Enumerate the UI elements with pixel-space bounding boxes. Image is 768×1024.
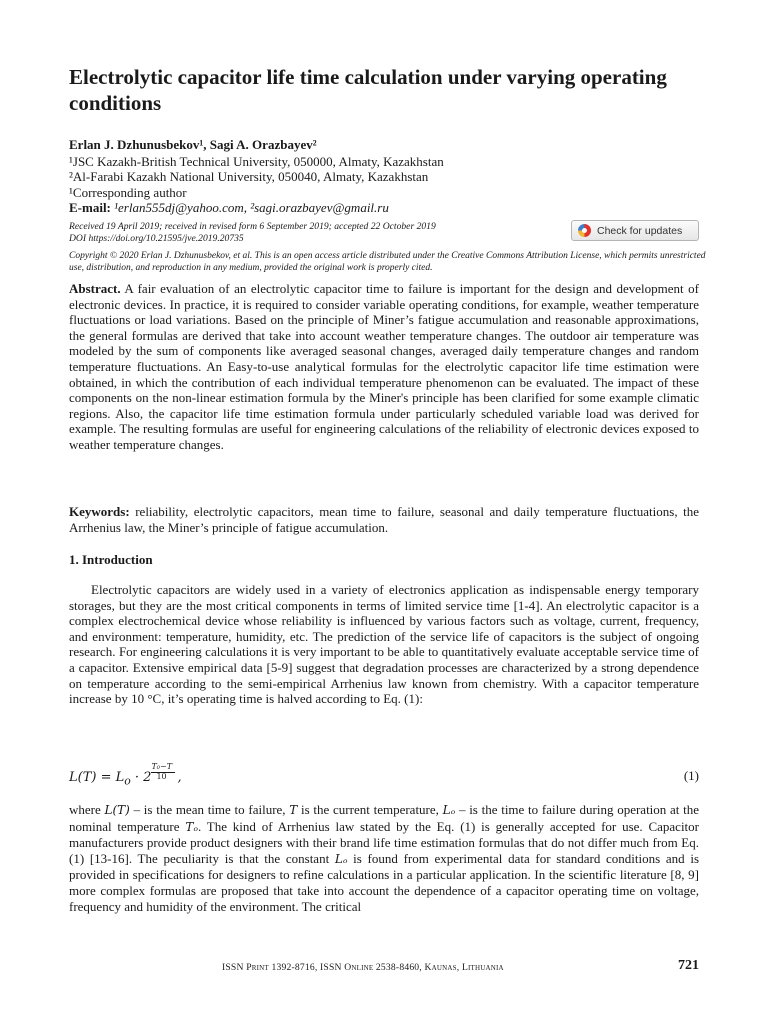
math-LT: L(T) <box>104 803 130 817</box>
equation-lhs: L(T) = L <box>69 770 125 785</box>
keywords <box>69 504 699 535</box>
equation-number: (1) <box>683 768 699 783</box>
exponent-denominator: 10 <box>156 772 167 781</box>
p2-text-3: is the current temperature, <box>297 802 443 817</box>
intro-paragraph-2 <box>69 802 699 914</box>
math-To: Tₒ <box>185 819 198 834</box>
abstract-text: A fair evaluation of an electrolytic capacitor time to failure is important for the design and development of electronic devices. In practice, it is required to consider variable operating conditions, for example, weather temperature fluctuations or load variations. Based on the principle of Miner’s fatigue accumulation and reasonable approximations, the general formulas are derived that take into account weather temperature changes. The outdoor air temperature was modeled by the sum of components like averaged seasonal changes, averaged daily temperature changes and random temperature fluctuations. An Easy-to-use analytical formulas for the electrolytic capacitor life time estimation were obtained, in which the contribution of each individual temperature phenomenon can be evaluated. The impact of these components on the non-linear estimation formula by the Miner's principle has been clarified for some example climatic regions. Also, the capacitor life time estimation formula under particularly scheduled variable load was derived for example. The resulting formulas are useful for engineering calculations of the reliability of electronic devices exposed to weather temperature changes. <box>69 281 699 452</box>
section-heading-introduction: 1. Introduction <box>69 552 153 567</box>
footer-issn: ISSN Print 1392-8716, ISSN Online 2538-8460, Kaunas, Lithuania <box>222 962 504 973</box>
equation-exponent <box>151 762 177 784</box>
p2-text-5: . The kind of Arrhenius law stated by the Eq. (1) is generally accepted for use. Capacitor manufacturers provide product designers with their brand life time estimation formulas that do not differ much from Eq. (1) [13-16]. The peculiarity is that the constant <box>69 818 699 866</box>
equation-comma: , <box>177 770 182 785</box>
email-label: E-mail: <box>69 200 111 215</box>
equation-body <box>69 762 182 788</box>
page-number: 721 <box>678 958 699 973</box>
corresponding-author-note: ¹Corresponding author <box>69 185 187 200</box>
math-T: T <box>289 803 298 817</box>
equation-subscript: o <box>124 774 131 788</box>
equation-1 <box>69 762 699 792</box>
p2-text-4: – is the time to failure during operation at the nominal temperature <box>69 802 700 834</box>
p2-text-1: where <box>69 802 105 817</box>
email-addresses[interactable]: ¹erlan555dj@yahoo.com, ²sagi.orazbayev@gmail.ru <box>114 200 389 215</box>
check-for-updates-label: Check for updates <box>597 224 683 237</box>
email-line <box>69 200 389 216</box>
p2-text-2: – is the mean time to failure, <box>129 802 290 817</box>
equation-base: · 2 <box>130 770 152 785</box>
affiliation-2: ²Al-Farabi Kazakh National University, 050040, Almaty, Kazakhstan <box>69 169 429 184</box>
received-dates: Received 19 April 2019; received in revised form 6 September 2019; accepted 22 October 2019 <box>69 221 436 232</box>
copyright-notice: Copyright © 2020 Erlan J. Dzhunusbekov, et al. This is an open access article distributed under the Creative Commons Attribution License, which permits unrestricted use, distribution, and reproduction in any medium, provided the original work is properly cited. <box>69 251 706 273</box>
author-list: Erlan J. Dzhunusbekov¹, Sagi A. Orazbayev² <box>69 137 317 152</box>
intro-paragraph-1: Electrolytic capacitors are widely used in a variety of electronics application as indispensable energy temporary storages, but they are the most critical components in terms of limited service time [1-4]. An electrolytic capacitor is a complex electrochemical device whose reliability is influenced by various factors such as voltage, current, frequency, and environment: temperature, humidity, etc. The prediction of the service life of capacitors is the subject of ongoing research. For engineering calculations it is very important to be able to quantitatively evaluate acceptable service time of a capacitor. Extensive empirical data [5-9] suggest that degradation processes are characterized by a strong dependence on temperature according to the semi-empirical Arrhenius law known from chemistry. With a capacitor temperature increase by 10 °C, it’s operating time is halved according to Eq. (1): <box>69 582 699 707</box>
check-for-updates-button[interactable] <box>571 220 699 241</box>
doi-link[interactable]: DOI https://doi.org/10.21595/jve.2019.20735 <box>69 233 244 244</box>
abstract <box>69 281 699 453</box>
math-Lo: Lₒ <box>442 803 456 817</box>
keywords-label: Keywords: <box>69 504 130 519</box>
crossmark-icon <box>578 224 591 237</box>
p2-text-6: is found from experimental data for standard conditions and is provided in specifications for designers to refine calculations in a particular application. In the scientific literature [8, 9] more complex formulas are proposed that take into account the dependence of a capacitor operating time on voltage, frequency and humidity of the environment. The critical <box>69 850 700 914</box>
abstract-label: Abstract. <box>69 281 121 296</box>
paper-title: Electrolytic capacitor life time calculation under varying operating conditions <box>69 65 667 115</box>
keywords-text: reliability, electrolytic capacitors, mean time to failure, seasonal and daily temperature fluctuations, the Arrhenius law, the Miner’s principle of fatigue accumulation. <box>69 504 699 535</box>
affiliation-1: ¹JSC Kazakh-British Technical University, 050000, Almaty, Kazakhstan <box>69 154 444 169</box>
exponent-numerator: T₀−T <box>151 762 173 771</box>
math-Lo-2: Lₒ <box>334 851 348 866</box>
